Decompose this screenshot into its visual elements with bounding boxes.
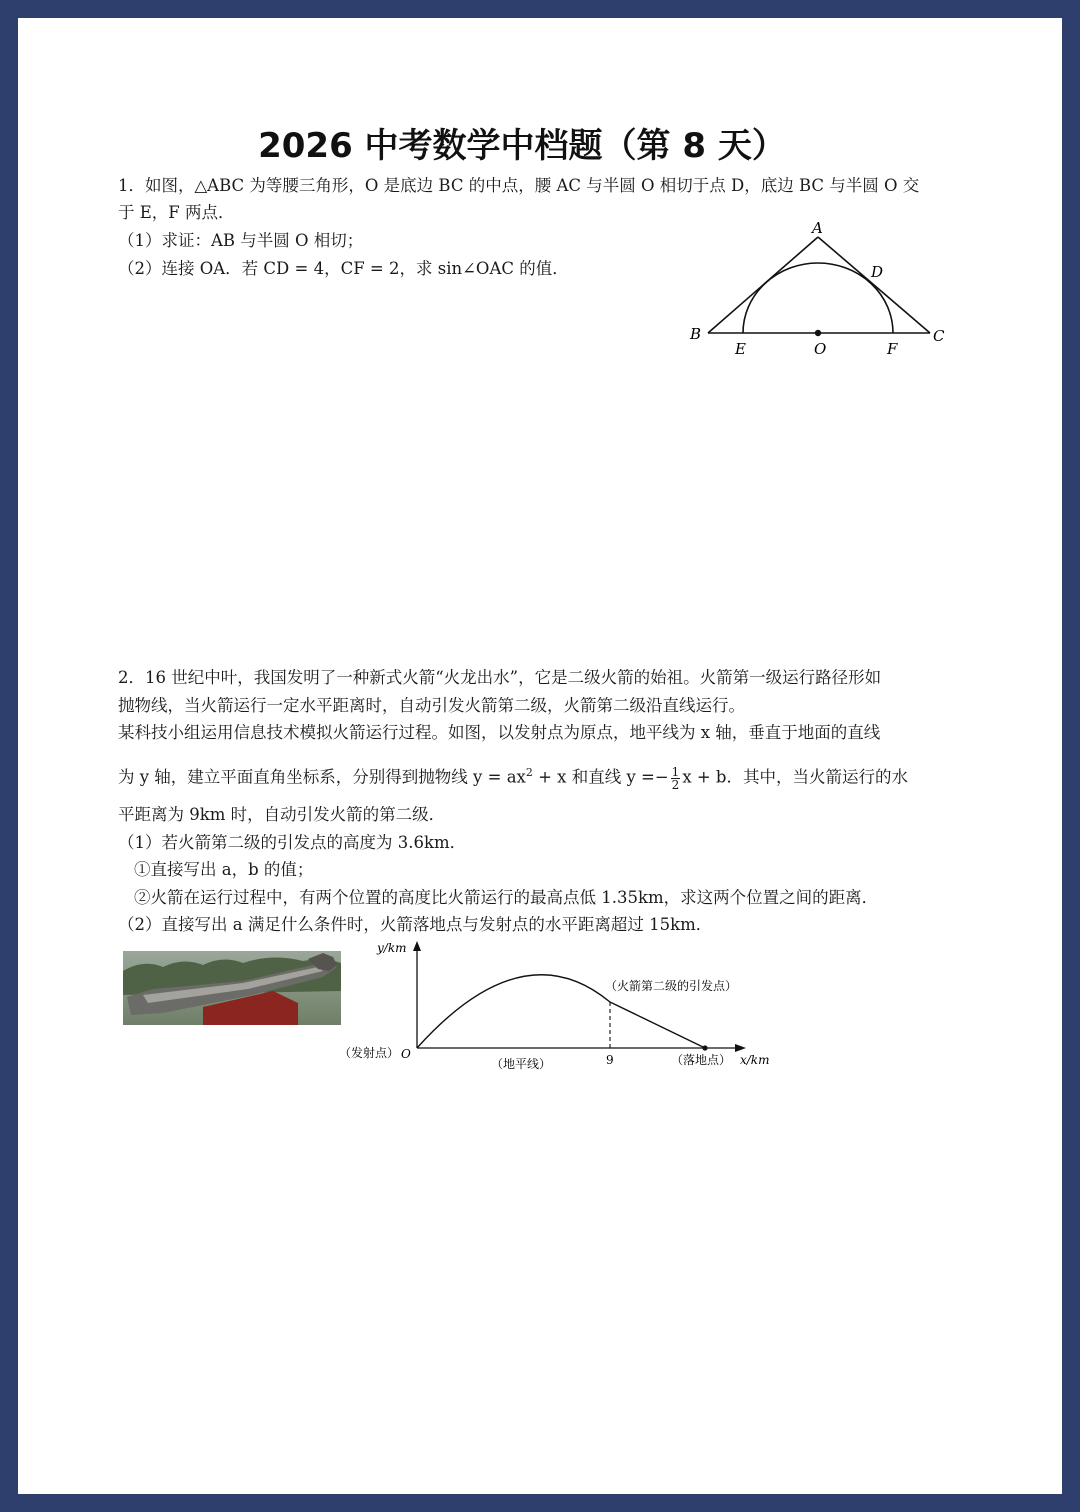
q2-part-1: （1）若火箭第二级的引发点的高度为 3.6km． [118,833,467,852]
landing-label: （落地点） [671,1053,732,1067]
label-d: D [871,263,884,281]
y-axis-arrow [413,941,421,951]
tick-9-label: 9 [606,1053,614,1067]
fraction-one-half [671,766,681,791]
trajectory-graph [335,935,780,1080]
q2-part-2: （2）直接写出 a 满足什么条件时，火箭落地点与发射点的水平距离超过 15km． [118,915,713,934]
rocket-photo [123,951,341,1025]
q1-line-1: 1．如图，△ABC 为等腰三角形，O 是底边 BC 的中点，腰 AC 与半圆 O 相切于点 D，底边 BC 与半圆 O 交 [118,176,920,195]
q2-line-4-c: x + b．其中，当火箭运行的水 [682,767,908,787]
line-stage-two [610,1002,705,1048]
fraction-den: 2 [671,777,680,792]
y-axis-label: y/km [377,941,407,955]
x-axis-arrow [735,1044,746,1052]
label-c: C [933,327,945,345]
q2-line-5: 平距离为 9km 时，自动引发火箭的第二级． [118,805,446,824]
landing-point [702,1045,707,1050]
x-axis-label: x/km [740,1053,770,1067]
point-o [815,330,821,336]
segment-ac [818,237,930,333]
origin-note: （发射点） [339,1046,400,1060]
label-o: O [814,340,827,358]
label-f: F [887,340,898,358]
page-title: 2026 中考数学中档题（第 8 天） [258,126,786,166]
label-e: E [735,340,746,358]
label-b: B [690,325,702,343]
q2-line-4-sup: 2 [525,766,533,779]
q2-line-4-a: 为 y 轴，建立平面直角坐标系，分别得到抛物线 y = ax [118,767,526,787]
fraction-num: 1 [671,764,680,779]
origin-label: O [401,1047,411,1061]
ignition-label: （火箭第二级的引发点） [605,979,738,993]
q1-line-2: 于 E，F 两点． [118,203,235,222]
q1-part-1: （1）求证：AB 与半圆 O 相切； [118,231,364,250]
q2-line-2: 抛物线，当火箭运行一定水平距离时，自动引发火箭第二级，火箭第二级沿直线运行。 [118,696,745,715]
ground-label: （地平线） [491,1057,552,1071]
q1-figure [680,215,950,365]
q2-sub-2: ②火箭在运行过程中，有两个位置的高度比火箭运行的最高点低 1.35km，求这两个位置之间的距离． [134,888,879,907]
q1-part-2: （2）连接 OA．若 CD = 4，CF = 2，求 sin∠OAC 的值． [118,259,569,278]
q2-line-3: 某科技小组运用信息技术模拟火箭运行过程。如图，以发射点为原点，地平线为 x 轴，垂直于地面的直线 [118,723,881,742]
q2-line-4-b: + x 和直线 y =− [532,767,669,787]
label-a: A [812,219,823,237]
parabola-stage-one [417,975,610,1048]
q2-sub-1: ①直接写出 a，b 的值； [134,860,314,879]
q2-line-1: 2．16 世纪中叶，我国发明了一种新式火箭“火龙出水”，它是二级火箭的始祖。火箭第一级运行路径形如 [118,668,882,687]
q2-line-4 [118,756,908,795]
